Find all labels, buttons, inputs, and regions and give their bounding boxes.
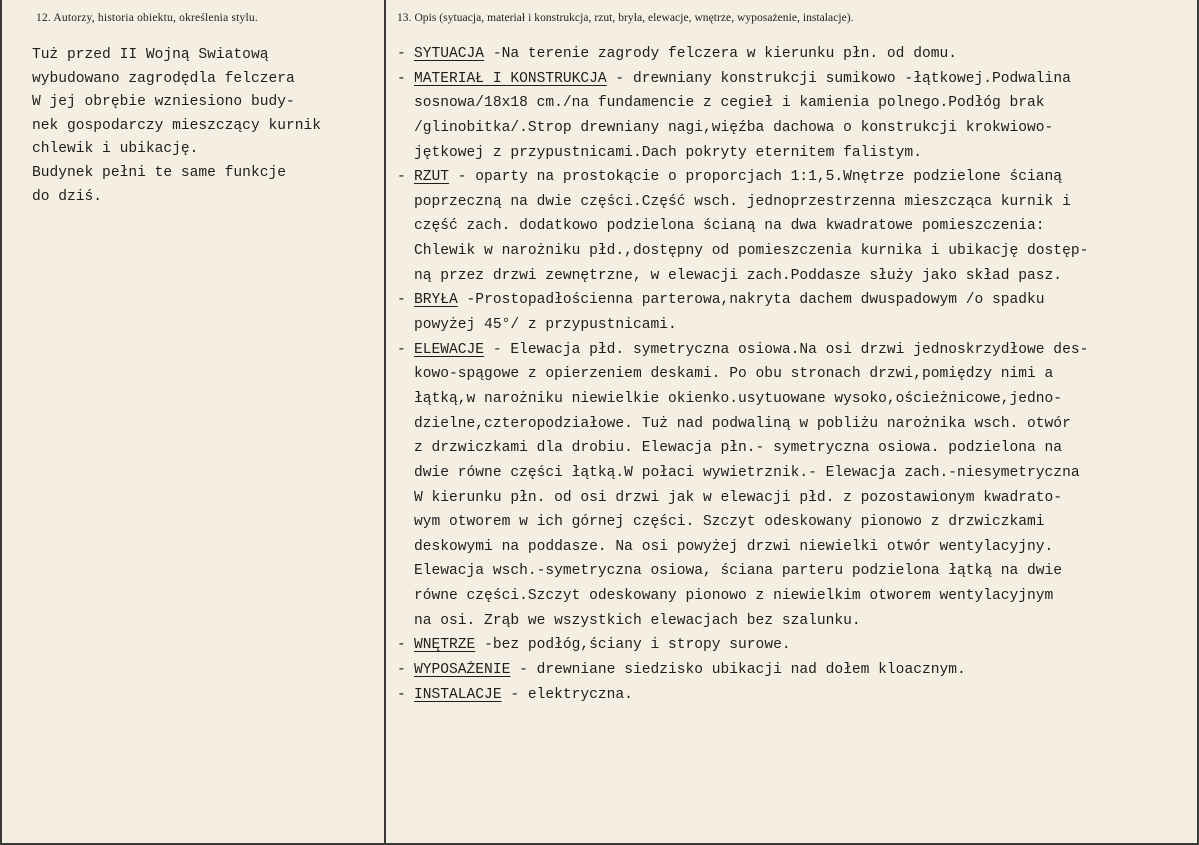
history-text <box>32 44 377 209</box>
section-text: dzielne,czteropodziałowe. Tuż nad podwaliną w pobliżu narożnika wsch. otwór <box>414 415 1071 432</box>
history-line: Budynek pełni te same funkcje <box>32 164 286 181</box>
section-text: - elektryczna. <box>501 686 633 703</box>
column-divider <box>384 0 386 845</box>
section-text: - drewniany konstrukcji sumikowo -łątkowej.Podwalina <box>606 70 1071 87</box>
section-text: W kierunku płn. od osi drzwi jak w elewacji płd. z pozostawionym kwadrato- <box>414 489 1063 506</box>
section-elewacje <box>397 338 1182 634</box>
section-text: -bez podłóg,ściany i stropy surowe. <box>475 637 791 654</box>
section-text: kowo-spągowe z opierzeniem deskami. Po obu stronach drzwi,pomiędzy nimi a <box>414 366 1054 383</box>
history-line: nek gospodarczy mieszczący kurnik <box>32 117 322 134</box>
dash: - <box>397 169 406 186</box>
section-title: INSTALACJE <box>414 686 502 703</box>
section-text: łątką,w narożniku niewielkie okienko.usytuowane wysoko,ościeżnicowe,jedno- <box>414 390 1063 407</box>
section-title: RZUT <box>414 169 450 186</box>
section-rzut <box>397 165 1182 288</box>
section-text: na osi. Zrąb we wszystkich elewacjach bez szalunku. <box>414 612 861 629</box>
section-text: - oparty na prostokącie o proporcjach 1:1,5.Wnętrze podzielone ścianą <box>449 169 1063 186</box>
description-text <box>397 42 1182 707</box>
left-column-heading: 12. Autorzy, historia obiektu, określenia stylu. <box>36 12 258 24</box>
section-text: -Prostopadłościenna parterowa,nakryta dachem dwuspadowym /o spadku <box>457 292 1045 309</box>
section-text: Elewacja wsch.-symetryczna osiowa, ściana parteru podzielona łątką na dwie <box>414 563 1063 580</box>
section-title: BRYŁA <box>414 292 458 309</box>
section-material <box>397 67 1182 166</box>
section-text: - Elewacja płd. symetryczna osiowa.Na osi drzwi jednoskrzydłowe des- <box>484 341 1089 358</box>
section-wyposazenie <box>397 658 1182 683</box>
section-instalacje <box>397 683 1182 708</box>
section-title: ELEWACJE <box>414 341 485 358</box>
section-text: deskowymi na poddasze. Na osi powyżej drzwi niewielki otwór wentylacyjny. <box>414 538 1054 555</box>
section-text: z drzwiczkami dla drobiu. Elewacja płn.- symetryczna osiowa. podzielona na <box>414 440 1063 457</box>
dash: - <box>397 637 406 654</box>
section-text: /glinobitka/.Strop drewniany nagi,więźba dachowa o konstrukcji krokwiowo- <box>414 119 1054 136</box>
history-line: chlewik i ubikację. <box>32 141 199 158</box>
section-text: poprzeczną na dwie części.Część wsch. jednoprzestrzenna mieszcząca kurnik i <box>414 193 1071 210</box>
section-text: jętkowej z przypustnicami.Dach pokryty eternitem falistym. <box>414 144 922 161</box>
section-text: - drewniane siedzisko ubikacji nad dołem kloacznym. <box>510 662 966 679</box>
section-text: część zach. dodatkowo podzielona ścianą na dwa kwadratowe pomieszczenia: <box>414 218 1045 235</box>
dash: - <box>397 70 406 87</box>
section-title: WNĘTRZE <box>414 637 476 654</box>
section-text: -Na terenie zagrody felczera w kierunku płn. od domu. <box>484 46 957 62</box>
section-title: SYTUACJA <box>414 46 485 62</box>
history-line: Tuż przed II Wojną Swiatową <box>32 47 269 63</box>
section-wnetrze <box>397 633 1182 658</box>
section-bryla <box>397 288 1182 337</box>
section-text: wym otworem w ich górnej części. Szczyt odeskowany pionowo z drzwiczkami <box>414 514 1045 531</box>
section-text: Chlewik w narożniku płd.,dostępny od pomieszczenia kurnika i ubikację dostęp- <box>414 243 1089 260</box>
history-line: W jej obrębie wzniesiono budy- <box>32 94 295 111</box>
dash: - <box>397 292 406 309</box>
section-text: ną przez drzwi zewnętrzne, w elewacji zach.Poddasze służy jako skład pasz. <box>414 267 1063 284</box>
dash: - <box>397 46 406 62</box>
history-line: do dziś. <box>32 188 103 205</box>
right-column-heading: 13. Opis (sytuacja, materiał i konstrukcja, rzut, bryła, elewacje, wnętrze, wyposażenie, instalacje). <box>397 12 854 24</box>
dash: - <box>397 662 406 679</box>
section-text: sosnowa/18x18 cm./na fundamencie z cegieł i kamienia polnego.Podłóg brak <box>414 95 1045 112</box>
section-text: dwie równe części łątką.W połaci wywietrznik.- Elewacja zach.-niesymetryczna <box>414 464 1080 481</box>
section-text: powyżej 45°/ z przypustnicami. <box>414 317 677 334</box>
history-line: wybudowano zagrodędla felczera <box>32 70 295 87</box>
section-sytuacja <box>397 42 1182 67</box>
dash: - <box>397 341 406 358</box>
section-title: MATERIAŁ I KONSTRUKCJA <box>414 70 607 87</box>
section-title: WYPOSAŻENIE <box>414 662 511 679</box>
section-text: równe części.Szczyt odeskowany pionowo z niewielkim otworem wentylacyjnym <box>414 588 1054 605</box>
dash: - <box>397 686 406 703</box>
